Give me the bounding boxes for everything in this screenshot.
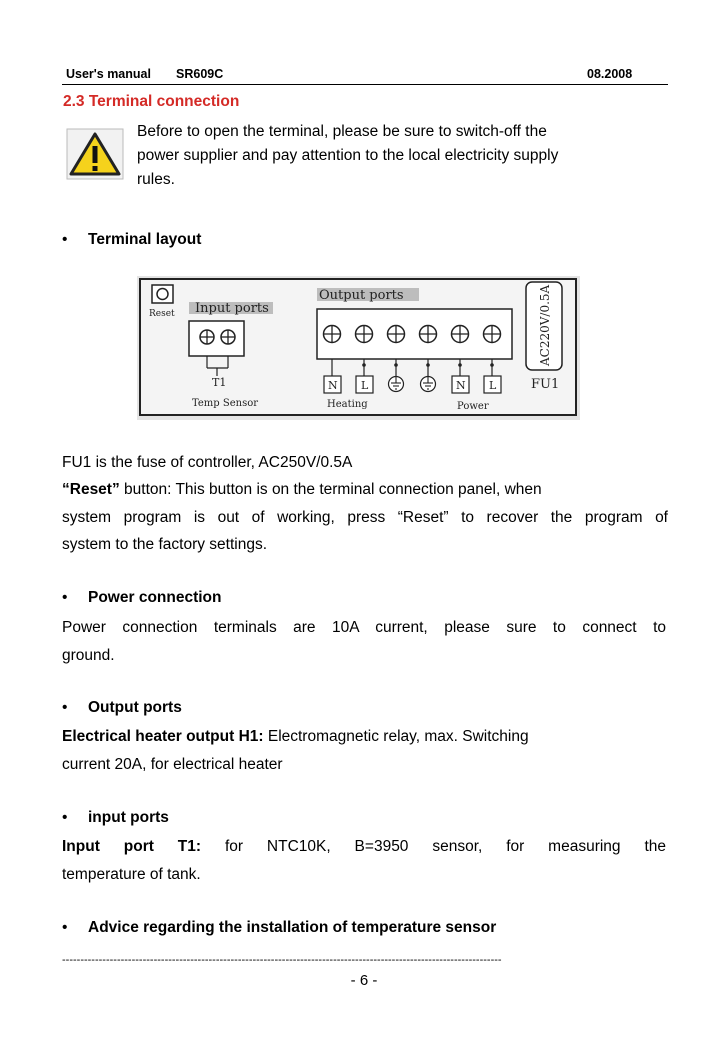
- power-text: ground.: [62, 646, 115, 664]
- section-title: 2.3 Terminal connection: [63, 93, 240, 110]
- bullet-advice: [62, 919, 496, 937]
- bullet-label: Power connection: [88, 589, 222, 606]
- terminal-l-power: L: [489, 379, 497, 392]
- reset-text: button: This button is on the terminal connection panel, when: [119, 481, 542, 498]
- input-text: temperature of tank.: [62, 865, 201, 883]
- bullet-power-connection: [62, 589, 222, 607]
- heating-label: Heating: [327, 399, 368, 410]
- header-date: 08.2008: [587, 67, 633, 81]
- warning-line: rules.: [137, 171, 175, 188]
- power-label: Power: [457, 401, 489, 412]
- bullet-terminal-layout: [62, 231, 201, 249]
- temp-sensor-label: Temp Sensor: [192, 398, 259, 409]
- output-ports-label: Output ports: [319, 288, 404, 303]
- power-text: Power connection terminals are 10A current, please sure to connect to: [62, 619, 666, 636]
- power-paragraph: [62, 614, 666, 669]
- t1-label: T1: [212, 376, 227, 389]
- bullet-icon: •: [62, 919, 68, 936]
- warning-text: [137, 120, 677, 192]
- bullet-label: Advice regarding the installation of temperature sensor: [88, 919, 497, 936]
- terminal-n-power: N: [456, 379, 466, 392]
- fuse-label: FU1: [531, 377, 560, 392]
- reset-button-icon: [152, 285, 173, 303]
- heater-text: current 20A, for electrical heater: [62, 755, 283, 773]
- terminal-l-heating: L: [361, 379, 369, 392]
- page-number: - 6 -: [350, 972, 378, 989]
- warning-line: Before to open the terminal, please be sure to switch-off the: [137, 123, 547, 140]
- fuse-rating-label: AC220V/0.5A: [538, 284, 552, 366]
- input-paragraph: [62, 833, 666, 888]
- header-model: SR609C: [176, 67, 224, 81]
- terminal-n-heating: N: [328, 379, 338, 392]
- terminal-diagram: [137, 276, 580, 420]
- bullet-input-ports: [62, 809, 169, 827]
- bullet-icon: •: [62, 589, 68, 606]
- warning-line: power supplier and pay attention to the local electricity supply: [137, 147, 559, 164]
- bullet-icon: •: [62, 809, 68, 826]
- bullet-output-ports: [62, 699, 182, 717]
- bullet-label: input ports: [88, 809, 169, 826]
- heater-paragraph: [62, 723, 668, 778]
- fuse-paragraph: FU1 is the fuse of controller, AC250V/0.5A: [62, 454, 353, 471]
- footer-divider: ------------------------------------------------------------------------------------------------------------------------: [62, 954, 502, 966]
- reset-text: system program is out of working, press “Reset” to recover the program of: [62, 508, 668, 526]
- reset-term: “Reset”: [62, 481, 120, 498]
- reset-text: system to the factory settings.: [62, 536, 268, 553]
- heater-term: Electrical heater output H1:: [62, 728, 264, 745]
- header-divider: [62, 84, 668, 85]
- bullet-icon: •: [62, 699, 68, 716]
- ground-icon: [389, 377, 404, 392]
- bullet-icon: •: [62, 231, 68, 248]
- input-ports-label: Input ports: [195, 301, 269, 316]
- input-text: for NTC10K, B=3950 sensor, for measuring the: [201, 838, 666, 855]
- bullet-label: Terminal layout: [88, 231, 202, 248]
- input-term: Input port T1:: [62, 838, 202, 855]
- heater-text: Electromagnetic relay, max. Switching: [263, 728, 529, 745]
- bullet-label: Output ports: [88, 699, 182, 716]
- header-manual: User's manual: [66, 67, 151, 81]
- warning-triangle-icon: [66, 128, 124, 180]
- reset-paragraph: [62, 476, 668, 559]
- reset-label: Reset: [149, 309, 175, 319]
- ground-icon: [421, 377, 436, 392]
